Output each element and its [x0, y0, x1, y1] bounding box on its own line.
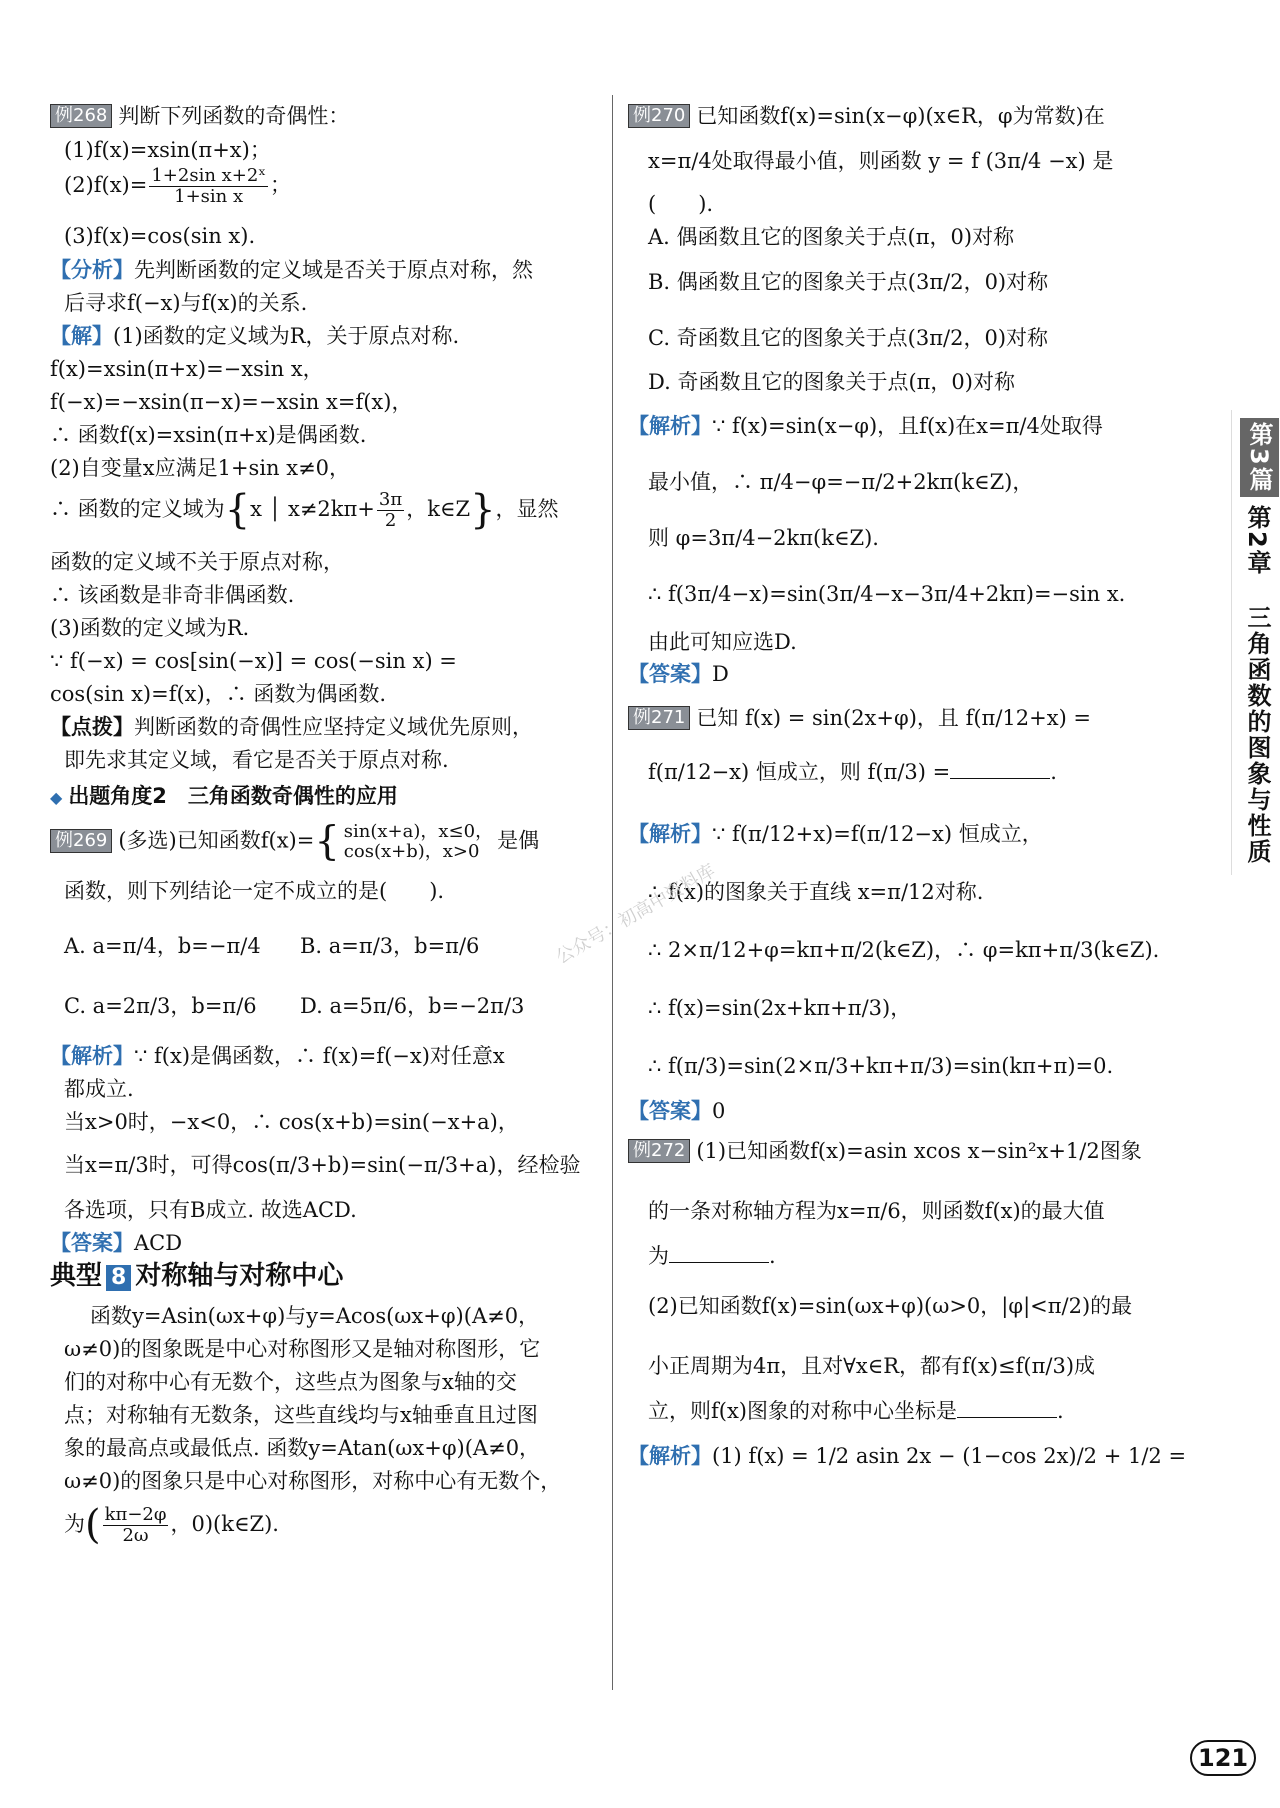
ex270-analysis1: 【解析】∵ f(x)=sin(x−φ)，且f(x)在x=π/4处取得	[628, 414, 1103, 438]
body-line1: 函数y=Asin(ωx+φ)与y=Acos(ωx+φ)(A≠0，	[90, 1304, 540, 1328]
fraction: $\frac{\text{1+2sin x+2ˣ}}{\text{1+sin x}}$	[151, 165, 266, 207]
body-line2: ω≠0)的图象既是中心对称图形又是轴对称图形，它	[64, 1337, 541, 1361]
ex270-question: 例270 已知函数f(x)=sin(x−φ)(x∈R，φ为常数)在	[628, 100, 1105, 133]
ex271-analysis3: ∴ 2×π/12+φ=kπ+π/2(k∈Z)，∴ φ=kπ+π/3(k∈Z).	[648, 938, 1160, 962]
analysis-tag: 【解析】	[628, 414, 712, 438]
ex268-item1: (1)f(x)=xsin(π+x)；	[64, 138, 271, 162]
solution-line3: f(−x)=−xsin(π−x)=−xsin x=f(x)，	[50, 390, 413, 414]
chapter-title: 三角函数的图象与性质	[1243, 605, 1271, 865]
ex269-analysis3: 当x>0时，−x<0，∴ cos(x+b)=sin(−x+a)，	[64, 1110, 519, 1134]
ex271-answer: 【答案】0	[628, 1099, 726, 1123]
ex268-item2: (2)f(x)= $\frac{\text{1+2sin x+2ˣ}}{\text{1+sin x}}$ ；	[64, 165, 291, 207]
answer-blank	[957, 1399, 1057, 1418]
ex271-analysis4: ∴ f(x)=sin(2x+kπ+π/3)，	[648, 996, 912, 1020]
example-label: 例271	[628, 706, 690, 730]
ex271-question: 例271 已知 f(x) = sin(2x+φ)，且 f(π/12+x) =	[628, 702, 1091, 735]
ex270-answer: 【答案】D	[628, 662, 729, 686]
solution-line5: (2)自变量x应满足1+sin x≠0，	[50, 456, 351, 480]
option-b: B. 偶函数且它的图象关于点(3π/2，0)对称	[648, 270, 1049, 294]
solution-line4: ∴ 函数f(x)=xsin(π+x)是偶函数.	[50, 423, 367, 447]
solution-line10: ∵ f(−x) = cos[sin(−x)] = cos(−sin x) =	[50, 649, 457, 673]
analysis-tag: 【解析】	[628, 822, 712, 846]
part-label: 第3篇	[1240, 418, 1279, 497]
ex270-line2: x=π/4处取得最小值，则函数 y = f (3π/4 −x) 是	[648, 149, 1114, 173]
ex269-analysis4: 当x=π/3时，可得cos(π/3+b)=sin(−π/3+a)，经检验	[64, 1153, 581, 1177]
ex272-question: 例272 (1)已知函数f(x)=asin xcos x−sin²x+1/2图象	[628, 1135, 1142, 1168]
ex270-analysis3: 则 φ=3π/4−2kπ(k∈Z).	[648, 526, 879, 550]
option-d: D. a=5π/6，b=−2π/3	[300, 994, 525, 1018]
answer-blank	[669, 1244, 769, 1263]
ex269-analysis2: 都成立.	[64, 1077, 134, 1101]
example-label: 例268	[50, 104, 112, 128]
diamond-icon: ◆	[50, 788, 63, 807]
ex271-analysis2: ∴ f(x)的图象关于直线 x=π/12对称.	[648, 880, 984, 904]
example-label: 例270	[628, 104, 690, 128]
answer-tag: 【答案】	[628, 662, 712, 686]
ex269-question-cont: 函数，则下列结论一定不成立的是( ).	[64, 879, 445, 903]
ex272-analysis1: 【解析】(1) f(x) = 1/2 asin 2x − (1−cos 2x)/2 + 1/2 =	[628, 1444, 1187, 1468]
analysis-tag: 【分析】	[50, 258, 134, 282]
ex272-line3: 为 .	[648, 1244, 776, 1268]
type-heading: 典型 8 对称轴与对称中心	[50, 1261, 344, 1291]
solution-line11: cos(sin x)=f(x)，∴ 函数为偶函数.	[50, 682, 387, 706]
tip-line1: 【点拨】判断函数的奇偶性应坚持定义域优先原则，	[50, 715, 533, 739]
solution-line8: ∴ 该函数是非奇非偶函数.	[50, 583, 295, 607]
ex269-analysis1: 【解析】∵ f(x)是偶函数，∴ f(x)=f(−x)对任意x	[50, 1044, 505, 1068]
body-line5: 象的最高点或最低点. 函数y=Atan(ωx+φ)(A≠0，	[64, 1436, 541, 1460]
ex269-question: 例269 (多选)已知函数f(x)={ sin(x+a)，x≤0， cos(x+b)，x>0 是偶	[50, 822, 539, 862]
watermark: 公众号：初高中资料库	[552, 860, 719, 969]
answer-tag: 【答案】	[628, 1099, 712, 1123]
analysis-line2: 后寻求f(−x)与f(x)的关系.	[64, 291, 308, 315]
tip-tag: 【点拨】	[50, 715, 134, 739]
column-divider	[612, 95, 613, 1690]
solution-line9: (3)函数的定义域为R.	[50, 616, 250, 640]
analysis-line1: 【分析】先判断函数的定义域是否关于原点对称，然	[50, 258, 533, 282]
answer-blank	[950, 760, 1050, 779]
solution-line2: f(x)=xsin(π+x)=−xsin x，	[50, 357, 324, 381]
ex271-analysis5: ∴ f(π/3)=sin(2×π/3+kπ+π/3)=sin(kπ+π)=0.	[648, 1054, 1114, 1078]
body-line7: 为( $\frac{k\pi-2\varphi}{2\omega}$ ，0)(k∈Z).	[64, 1502, 279, 1548]
ex272-line2: 的一条对称轴方程为x=π/6，则函数f(x)的最大值	[648, 1199, 1105, 1223]
ex271-analysis1: 【解析】∵ f(π/12+x)=f(π/12−x) 恒成立，	[628, 822, 1043, 846]
ex268-question: 例268 判断下列函数的奇偶性：	[50, 100, 349, 133]
analysis-tag: 【解析】	[50, 1044, 134, 1068]
ex268-item3: (3)f(x)=cos(sin x).	[64, 224, 256, 248]
chapter-side-tab	[1231, 410, 1280, 875]
solution-line1: 【解】(1)函数的定义域为R，关于原点对称.	[50, 324, 460, 348]
option-c: C. 奇函数且它的图象关于点(3π/2，0)对称	[648, 326, 1049, 350]
body-line4: 点；对称轴有无数条，这些直线均与x轴垂直且过图	[64, 1403, 538, 1427]
analysis-tag: 【解析】	[628, 1444, 712, 1468]
angle-heading: ◆ 出题角度2 三角函数奇偶性的应用	[50, 784, 398, 808]
ex272-line6: 立，则f(x)图象的对称中心坐标是 .	[648, 1399, 1064, 1423]
solution-line6: ∴ 函数的定义域为{x │ x≠2kπ+ $\frac{3\pi}{2}$ ，k∈Z}，显然	[50, 487, 559, 533]
option-d: D. 奇函数且它的图象关于点(π，0)对称	[648, 370, 1015, 394]
chapter-label: 第2章	[1243, 505, 1271, 576]
ex270-analysis2: 最小值，∴ π/4−φ=−π/2+2kπ(k∈Z)，	[648, 470, 1034, 494]
tip-line2: 即先求其定义域，看它是否关于原点对称.	[64, 748, 449, 772]
option-c: C. a=2π/3，b=π/6	[64, 994, 257, 1018]
ex272-line5: 小正周期为4π，且对∀x∈R，都有f(x)≤f(π/3)成	[648, 1354, 1096, 1378]
example-label: 例269	[50, 829, 112, 853]
ex270-analysis4: ∴ f(3π/4−x)=sin(3π/4−x−3π/4+2kπ)=−sin x.	[648, 582, 1126, 606]
option-b: B. a=π/3，b=π/6	[300, 934, 480, 958]
solution-tag: 【解】	[50, 324, 113, 348]
ex272-line4: (2)已知函数f(x)=sin(ωx+φ)(ω>0，|φ|<π/2)的最	[648, 1294, 1133, 1318]
answer-tag: 【答案】	[50, 1231, 134, 1255]
body-line3: 们的对称中心有无数个，这些点为图象与x轴的交	[64, 1370, 517, 1394]
option-a: A. a=π/4，b=−π/4	[64, 934, 261, 958]
solution-line7: 函数的定义域不关于原点对称，	[50, 550, 344, 574]
ex269-answer: 【答案】ACD	[50, 1231, 183, 1255]
ex271-line2: f(π/12−x) 恒成立，则 f(π/3) = .	[648, 760, 1057, 784]
ex270-analysis5: 由此可知应选D.	[648, 630, 797, 654]
page-number: 121	[1190, 1740, 1256, 1776]
ex269-analysis5: 各选项，只有B成立. 故选ACD.	[64, 1198, 357, 1222]
example-label: 例272	[628, 1139, 690, 1163]
body-line6: ω≠0)的图象只是中心对称图形，对称中心有无数个，	[64, 1469, 562, 1493]
option-a: A. 偶函数且它的图象关于点(π，0)对称	[648, 225, 1015, 249]
ex270-line3: ( ).	[648, 192, 714, 216]
